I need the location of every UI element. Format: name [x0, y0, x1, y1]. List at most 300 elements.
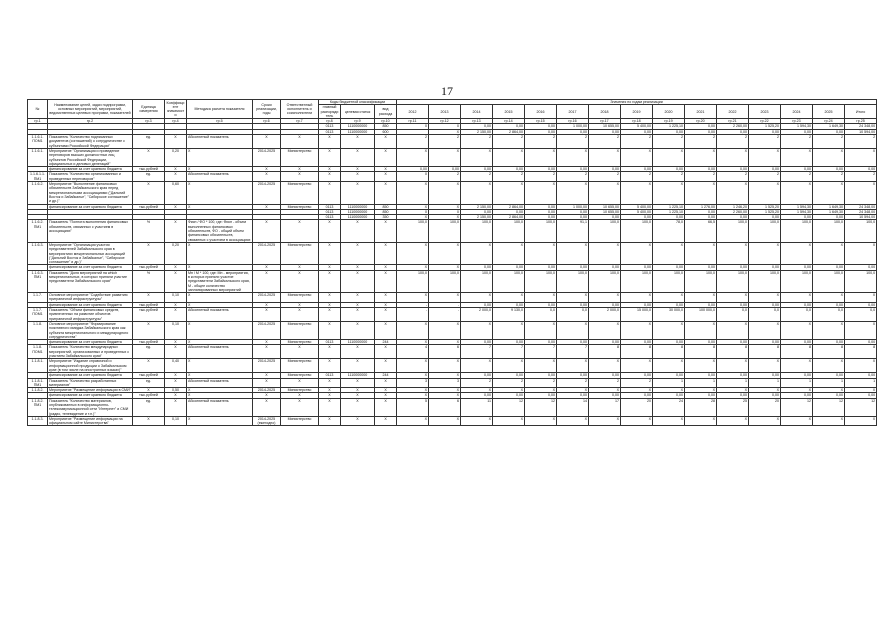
table-cell: X	[781, 359, 813, 373]
table-cell: X	[589, 148, 621, 166]
col-header-no: №	[28, 100, 48, 119]
table-cell: X	[845, 359, 877, 373]
table-cell: 2	[589, 378, 621, 388]
table-cell: X	[429, 148, 461, 166]
table-cell: X	[493, 182, 525, 204]
table-cell: 1.1.8.	[28, 321, 48, 339]
table-cell: X	[375, 388, 397, 393]
table-cell: X	[525, 388, 557, 393]
table-cell: 0,00	[845, 302, 877, 307]
table-cell: X	[429, 340, 461, 345]
table-cell: X	[653, 148, 685, 166]
table-cell: 0,00	[749, 265, 781, 270]
table-cell: X	[341, 321, 375, 339]
table-cell: 0,00	[589, 129, 621, 134]
table-cell: 100,0	[525, 220, 557, 242]
table-row	[28, 378, 877, 388]
table-cell: Показатель "Количество материалов, опубликованных в информационно-телекоммуникационной сети "Интернет" и СМИ (радио, телевидение и т.п.)"	[48, 398, 133, 416]
table-cell: 0,20	[165, 148, 187, 166]
table-cell: 0,00	[845, 393, 877, 398]
table-cell: X	[653, 388, 685, 393]
table-cell: 1.1.6.1. ПОМ1	[28, 135, 48, 149]
table-cell: X	[281, 393, 319, 398]
table-cell: 0,00	[621, 302, 653, 307]
table-cell: X	[813, 416, 845, 426]
table-cell: 6	[429, 398, 461, 416]
table-cell: 2	[525, 378, 557, 388]
table-cell: 8	[589, 345, 621, 359]
table-cell: X	[749, 182, 781, 204]
table-cell: 2	[461, 135, 493, 149]
table-cell: X	[165, 302, 187, 307]
table-cell: X	[813, 293, 845, 303]
table-cell: 2	[557, 172, 589, 182]
table-cell: X	[133, 182, 165, 204]
table-cell: X	[187, 293, 253, 303]
table-cell: X	[397, 148, 429, 166]
table-cell: X	[653, 242, 685, 264]
table-cell: 100,0	[685, 270, 717, 292]
table-cell: Абсолютный показатель	[187, 135, 253, 149]
table-cell: 0,00	[557, 373, 589, 378]
col-header-budget-group: Коды бюджетной классификации	[319, 100, 397, 105]
column-number: гр.14	[493, 119, 525, 124]
table-cell: X	[685, 182, 717, 204]
table-cell: X	[493, 293, 525, 303]
table-cell: 1	[749, 378, 781, 388]
table-cell: X	[525, 182, 557, 204]
table-cell: X	[319, 242, 341, 264]
table-cell: 20	[621, 398, 653, 416]
table-cell: Министерство	[281, 416, 319, 426]
table-cell: 100,0	[589, 270, 621, 292]
table-cell: 244	[375, 340, 397, 345]
table-cell: X	[375, 172, 397, 182]
table-cell: X	[341, 393, 375, 398]
column-number: гр.1	[28, 119, 48, 124]
table-cell: X	[281, 172, 319, 182]
table-cell: 0,00	[781, 393, 813, 398]
table-cell: 0,00	[653, 167, 685, 172]
table-cell: 1110000000	[341, 129, 375, 134]
table-cell: ед.	[133, 135, 165, 149]
col-header-year: 2014	[461, 105, 493, 119]
table-cell: 10 655,00	[589, 209, 621, 214]
table-cell: 0,00	[653, 215, 685, 220]
table-cell: 15 000,0	[621, 308, 653, 322]
table-cell: 0,00	[429, 167, 461, 172]
table-cell: X	[341, 265, 375, 270]
table-cell: 2 000,0	[461, 308, 493, 322]
table-cell: X	[813, 148, 845, 166]
column-number: гр.20	[685, 119, 717, 124]
table-cell: X	[165, 220, 187, 242]
table-cell: X	[429, 215, 461, 220]
table-cell: ед.	[133, 172, 165, 182]
table-cell: X	[253, 398, 281, 416]
table-cell: Показатель "Количество организованных и проведенных переговоров"	[48, 172, 133, 182]
table-cell: 0,00	[685, 373, 717, 378]
table-cell: X	[653, 321, 685, 339]
table-cell: X	[653, 416, 685, 426]
table-cell: X	[253, 172, 281, 182]
table-cell: 0,00	[813, 393, 845, 398]
table-cell: 0,00	[717, 129, 749, 134]
table-cell: 0,00	[621, 393, 653, 398]
table-cell: X	[281, 308, 319, 322]
table-cell: 1	[685, 378, 717, 388]
table-cell: X	[187, 204, 253, 209]
column-number: гр.11	[397, 119, 429, 124]
table-cell: 2	[717, 172, 749, 182]
table-cell: 1 594,30	[781, 124, 813, 129]
col-header-responsible: Ответственный исполнитель и соисполнители	[281, 100, 319, 119]
table-cell: X	[341, 378, 375, 388]
table-cell: 1.1.6.2. ПМ1	[28, 220, 48, 242]
table-cell: 1 000,00	[557, 204, 589, 209]
table-cell: X	[397, 215, 429, 220]
table-cell: 2014-2025	[253, 242, 281, 264]
table-cell: 0,00	[813, 340, 845, 345]
table-cell: 0113	[319, 209, 341, 214]
table-cell: 0,00	[653, 302, 685, 307]
table-cell: -	[397, 308, 429, 322]
table-cell: X	[187, 182, 253, 204]
table-cell: X	[685, 148, 717, 166]
table-cell: 0,60	[165, 182, 187, 204]
table-cell: 0,00	[493, 393, 525, 398]
table-cell: X	[341, 398, 375, 416]
table-cell: 12	[493, 398, 525, 416]
table-cell: X	[165, 270, 187, 292]
table-cell: X	[319, 393, 341, 398]
table-cell: 850	[375, 204, 397, 209]
table-cell: X	[133, 359, 165, 373]
table-cell: X	[749, 148, 781, 166]
table-cell: 0,00	[749, 167, 781, 172]
table-cell: 1.1.8.1.	[28, 359, 48, 373]
table-cell: 100 000,0	[685, 308, 717, 322]
table-cell: 100,0	[493, 220, 525, 242]
table-cell: 0113	[319, 124, 341, 129]
table-cell: Министерство	[281, 182, 319, 204]
table-cell: X	[781, 242, 813, 264]
table-cell: 600	[375, 129, 397, 134]
table-cell: 6	[429, 345, 461, 359]
table-cell: 1 225,10	[653, 124, 685, 129]
table-cell: X	[281, 345, 319, 359]
table-cell: 0,00	[557, 302, 589, 307]
table-row	[28, 398, 877, 416]
table-cell: 2014-2025	[253, 293, 281, 303]
table-cell: X	[341, 270, 375, 292]
table-cell: X	[133, 321, 165, 339]
table-cell: 0,00	[461, 265, 493, 270]
table-cell: X	[165, 204, 187, 209]
table-row	[28, 321, 877, 339]
table-cell: X	[589, 321, 621, 339]
table-cell: X	[319, 378, 341, 388]
table-cell: 2	[813, 135, 845, 149]
table-cell: 24	[653, 398, 685, 416]
table-cell: 0,00	[749, 373, 781, 378]
table-cell: 2014-2025	[253, 388, 281, 393]
table-cell: 1 649,30	[813, 209, 845, 214]
table-cell: 17	[589, 398, 621, 416]
table-cell: финансирование за счет краевого бюджета	[48, 340, 133, 345]
table-cell: 2	[845, 135, 877, 149]
table-cell: 1 525,20	[749, 204, 781, 209]
table-cell: X	[253, 302, 281, 307]
table-cell: 1110000000	[341, 204, 375, 209]
table-cell: X	[133, 293, 165, 303]
table-cell: 0,00	[685, 302, 717, 307]
table-cell: 0,00	[589, 302, 621, 307]
table-cell: 1110000000	[341, 209, 375, 214]
table-cell: 0,00	[525, 129, 557, 134]
table-cell: X	[375, 393, 397, 398]
table-cell: 3	[429, 378, 461, 388]
table-cell: 7	[525, 345, 557, 359]
table-cell: X	[589, 182, 621, 204]
table-cell: X	[525, 148, 557, 166]
table-cell: 5 400,00	[621, 204, 653, 209]
table-cell: X	[375, 270, 397, 292]
table-cell: 2 000,0	[589, 308, 621, 322]
table-cell: X	[187, 359, 253, 373]
table-cell: 100,0	[717, 270, 749, 292]
col-header-unit: Единица измерения	[133, 100, 165, 119]
table-cell: X	[429, 388, 461, 393]
table-cell: 1 594,30	[781, 204, 813, 209]
table-cell: X	[187, 265, 253, 270]
table-cell: X	[845, 148, 877, 166]
table-cell: 2	[589, 135, 621, 149]
table-cell: 2	[685, 135, 717, 149]
table-cell: X	[253, 220, 281, 242]
table-cell: 0	[429, 124, 461, 129]
table-cell: Абсолютный показатель	[187, 345, 253, 359]
table-cell: X	[165, 135, 187, 149]
table-cell: X	[685, 359, 717, 373]
table-cell: X	[749, 321, 781, 339]
table-cell: X	[397, 359, 429, 373]
table-cell: тыс.рублей	[133, 340, 165, 345]
table-cell: X	[589, 388, 621, 393]
column-number: гр.17	[589, 119, 621, 124]
table-cell: X	[589, 359, 621, 373]
table-cell: 12	[845, 398, 877, 416]
table-cell: Показатель "Количество разработанных материалов"	[48, 378, 133, 388]
col-header-year: Итого	[845, 105, 877, 119]
table-cell: X	[461, 148, 493, 166]
table-cell: X	[319, 302, 341, 307]
table-cell: 2 260,00	[717, 124, 749, 129]
table-cell: X	[813, 242, 845, 264]
table-cell: 8	[813, 345, 845, 359]
table-cell: Фисп / ФО * 100, где: Фисп - объем выполненных финансовых обязательств, ФО - общий объем финансовых обязательств, связанных с участием в ассоциациях	[187, 220, 253, 242]
table-cell: 2	[621, 135, 653, 149]
table-cell: X	[187, 167, 253, 172]
table-cell: X	[845, 416, 877, 426]
table-cell: X	[557, 416, 589, 426]
table-cell: X	[781, 321, 813, 339]
table-cell: тыс.рублей	[133, 265, 165, 270]
table-cell: X	[341, 345, 375, 359]
table-cell: X	[165, 398, 187, 416]
table-cell: 28	[685, 398, 717, 416]
table-cell: 0,00	[749, 393, 781, 398]
table-cell: 3	[397, 378, 429, 388]
table-cell: X	[165, 340, 187, 345]
table-cell: X	[397, 182, 429, 204]
table-cell: 2	[781, 135, 813, 149]
table-cell: X	[375, 148, 397, 166]
table-cell: X	[461, 321, 493, 339]
table-cell: X	[461, 359, 493, 373]
table-cell: 0,00	[493, 167, 525, 172]
table-cell: X	[749, 416, 781, 426]
table-cell: X	[525, 359, 557, 373]
table-cell: X	[429, 242, 461, 264]
table-cell: X	[375, 182, 397, 204]
table-cell: 0,00	[685, 167, 717, 172]
table-cell: X	[319, 345, 341, 359]
table-row	[28, 293, 877, 303]
table-cell: X	[253, 373, 281, 378]
table-cell: 1110000000	[341, 373, 375, 378]
table-cell: 0,00	[493, 209, 525, 214]
table-cell: X	[717, 293, 749, 303]
table-cell: X	[319, 148, 341, 166]
table-cell: X	[621, 293, 653, 303]
table-cell: Министерство	[281, 204, 319, 209]
table-cell: X	[653, 182, 685, 204]
table-cell: X	[341, 242, 375, 264]
table-cell: X	[621, 242, 653, 264]
col-header-year: 2012	[397, 105, 429, 119]
table-cell: 100,0	[429, 270, 461, 292]
table-cell: X	[253, 393, 281, 398]
table-cell: 0,00	[717, 340, 749, 345]
table-cell: Министерство	[281, 293, 319, 303]
table-cell: 100,0	[813, 270, 845, 292]
table-cell: 0,0	[845, 308, 877, 322]
table-cell: X	[461, 182, 493, 204]
column-number: гр.5	[187, 119, 253, 124]
table-cell: 2 150,00	[461, 215, 493, 220]
table-cell: 0,00	[621, 167, 653, 172]
column-number: гр.2	[48, 119, 133, 124]
table-cell: 8	[621, 345, 653, 359]
table-cell: 0,00	[461, 167, 493, 172]
table-cell: 0,00	[461, 124, 493, 129]
table-cell: 2	[749, 172, 781, 182]
table-cell: X	[319, 321, 341, 339]
table-cell: X	[621, 388, 653, 393]
table-cell: X	[341, 293, 375, 303]
table-cell: 4	[397, 345, 429, 359]
table-cell: X	[319, 416, 341, 426]
table-cell: 0,00	[781, 373, 813, 378]
table-cell: X	[253, 378, 281, 388]
table-cell: X	[557, 148, 589, 166]
table-cell: X	[341, 416, 375, 426]
table-cell: X	[557, 182, 589, 204]
table-cell: Министерство	[281, 373, 319, 378]
table-cell: 0,00	[493, 124, 525, 129]
table-cell: X	[319, 293, 341, 303]
table-cell: 10 655,00	[589, 204, 621, 209]
table-cell: X	[187, 340, 253, 345]
column-number: гр.25	[845, 119, 877, 124]
table-cell: 0,0	[813, 308, 845, 322]
column-number: гр.21	[717, 119, 749, 124]
table-cell: 0,00	[461, 373, 493, 378]
table-cell: X	[281, 135, 319, 149]
table-cell: X	[429, 265, 461, 270]
table-cell: X	[187, 242, 253, 264]
table-cell: X	[397, 388, 429, 393]
table-cell: X	[281, 270, 319, 292]
table-cell: 1.1.6.3.	[28, 242, 48, 264]
table-cell: X	[187, 393, 253, 398]
table-cell: X	[253, 345, 281, 359]
table-cell: Мероприятие "Организация и проведение переговоров высших должностных лиц субъектов Российской Федерации, официальных и деловых делегаций"	[48, 148, 133, 166]
table-cell: 1	[781, 378, 813, 388]
table-cell: 1.1.6.2.	[28, 182, 48, 204]
table-cell: 0,00	[525, 204, 557, 209]
table-cell: X	[187, 302, 253, 307]
table-cell: X	[341, 148, 375, 166]
table-cell: Абсолютный показатель	[187, 378, 253, 388]
col-header-budget-2: вид расхода	[375, 105, 397, 119]
table-cell: X	[319, 308, 341, 322]
table-cell: X	[813, 321, 845, 339]
table-cell: Абсолютный показатель	[187, 398, 253, 416]
table-cell: X	[845, 182, 877, 204]
table-cell: 2	[429, 172, 461, 182]
column-number: гр.24	[813, 119, 845, 124]
table-cell: финансирование за счет краевого бюджета	[48, 265, 133, 270]
table-cell: 0,00	[461, 340, 493, 345]
col-header-name: Наименование целей, задач подпрограмм, основных мероприятий, мероприятий, ведомственных целевых программ, показателей	[48, 100, 133, 119]
table-cell: X	[621, 359, 653, 373]
column-number: гр.18	[621, 119, 653, 124]
table-cell: 1.1.8.2.	[28, 388, 48, 393]
table-cell: X	[493, 321, 525, 339]
table-cell: Показатель "Количество международных мероприятий, организованных и проведенных с участием Забайкальского края"	[48, 345, 133, 359]
table-cell: 100,0	[429, 220, 461, 242]
table-cell: Показатель "Полнота выполнения финансовых обязательств, связанных с участием в ассоциациях"	[48, 220, 133, 242]
table-cell: Мероприятие "Размещение информации в СМИ"	[49, 388, 131, 393]
table-cell: 0,00	[589, 215, 621, 220]
table-cell: X	[397, 393, 429, 398]
table-cell: X	[341, 302, 375, 307]
table-cell: 2014-2025	[253, 148, 281, 166]
table-cell: 0,00	[685, 215, 717, 220]
table-cell: 2	[589, 172, 621, 182]
table-cell: 30 000,0	[653, 308, 685, 322]
table-cell: 0,10	[165, 321, 187, 339]
table-cell: 1.1.8.2. ПМ1	[28, 398, 48, 416]
table-cell: Показатель "Количество подписанных документов (соглашений) о сотрудничестве с субъектами Российской Федерации"	[48, 135, 133, 149]
table-cell: финансирование за счет краевого бюджета	[48, 204, 133, 209]
table-cell: 1 649,30	[813, 124, 845, 129]
col-header-budget-1: целевая статья	[341, 105, 375, 119]
table-cell: X	[621, 182, 653, 204]
table-cell: X	[341, 388, 375, 393]
